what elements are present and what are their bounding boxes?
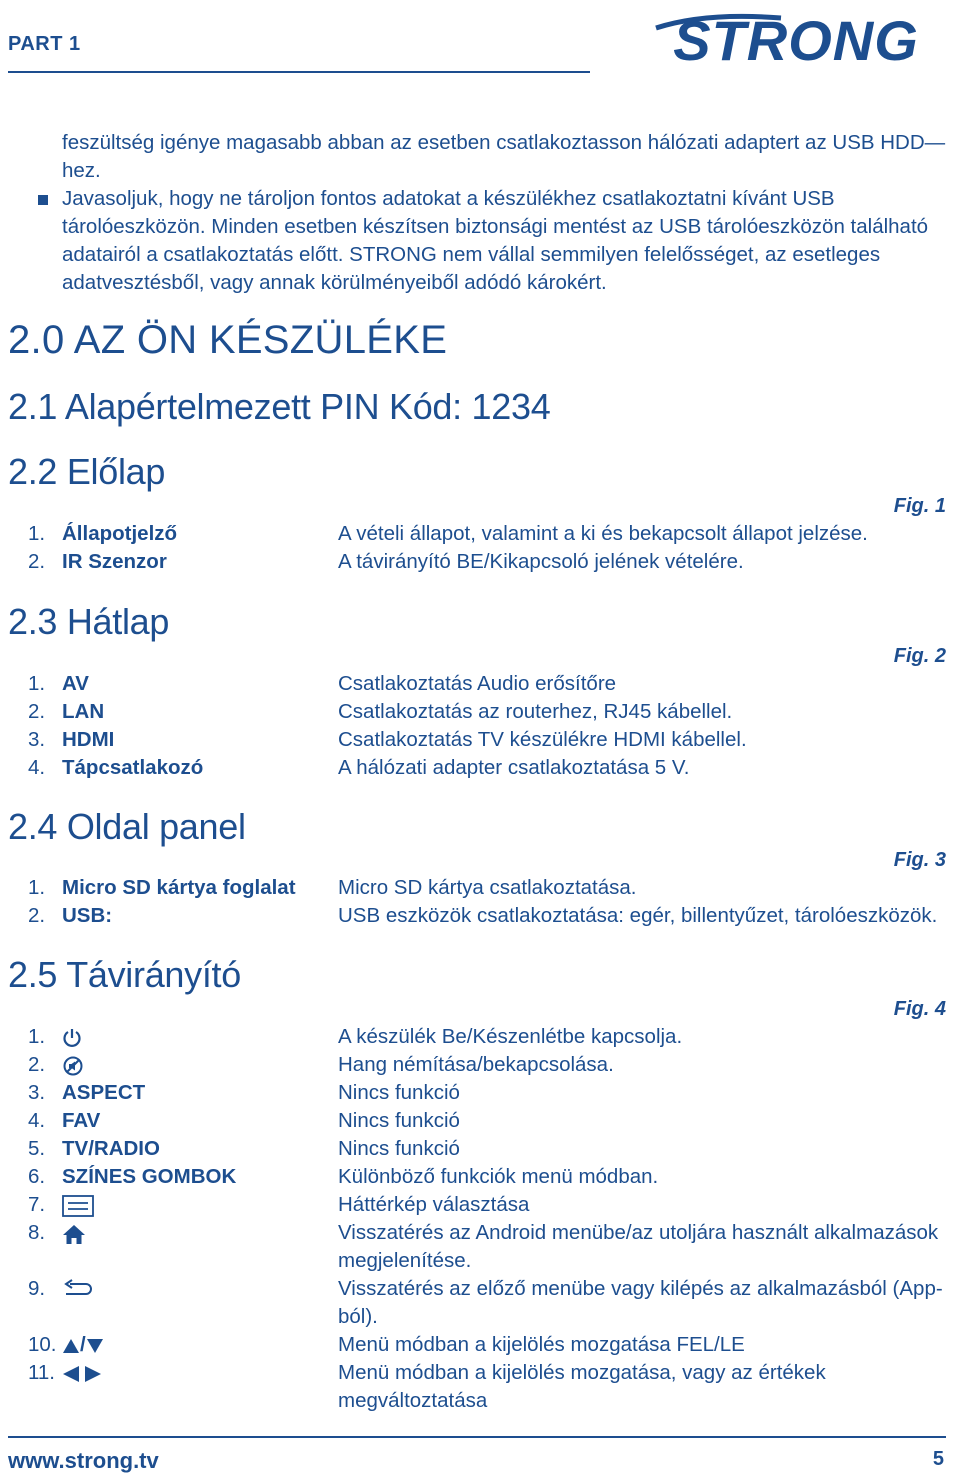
intro-bullet: Javasoljuk, hogy ne tároljon fontos adatokat a készülékhez csatlakoztatni kívánt USB tárolóeszközön. Minden esetben készítsen biztonsági mentést az USB tárolóeszközön található adatairól a csatlakoztatás előtt. STRONG nem vállal semmilyen felelősséget, az esetleges adatvesztésből, vagy annak körülményeiből adódó károkért. <box>62 187 929 294</box>
item-description: Háttérkép választása <box>338 1193 530 1216</box>
strong-logo <box>646 8 946 77</box>
item-description: Különböző funkciók menü módban. <box>338 1165 659 1188</box>
header-divider <box>8 71 590 73</box>
bullet-marker <box>38 195 48 205</box>
fig-1-label: Fig. 1 <box>893 495 946 517</box>
item-term <box>62 1051 84 1079</box>
list-item <box>0 548 960 576</box>
item-description: Nincs funkció <box>338 1137 460 1160</box>
item-number: 1. <box>28 1025 46 1048</box>
intro-continued: feszültség igénye magasabb abban az esetben csatlakoztasson hálózati adaptert az USB HDD—hez. <box>62 131 946 182</box>
item-description: Menü módban a kijelölés mozgatása, vagy az értékek megváltoztatása <box>338 1361 826 1412</box>
fig-2-label: Fig. 2 <box>893 645 946 667</box>
item-description: Csatlakoztatás Audio erősítőre <box>338 672 617 695</box>
footer-url[interactable]: www.strong.tv <box>8 1448 159 1473</box>
list-item <box>0 754 960 782</box>
item-term <box>62 1219 86 1247</box>
item-number: 2. <box>28 1053 46 1076</box>
item-term: HDMI <box>62 728 115 751</box>
list-item <box>0 1023 960 1051</box>
item-description: A távirányító BE/Kikapcsoló jelének vételére. <box>338 550 744 573</box>
item-term: SZÍNES GOMBOK <box>62 1165 237 1188</box>
list-item <box>0 1079 960 1107</box>
list-item <box>0 1163 960 1191</box>
list-item <box>0 1219 960 1275</box>
item-term: LAN <box>62 700 105 723</box>
down-arrow-icon <box>86 1338 104 1354</box>
pin-title: 2.1 Alapértelmezett PIN Kód: 1234 <box>8 386 551 427</box>
item-number: 1. <box>28 522 46 545</box>
item-term <box>62 1331 104 1359</box>
item-number: 8. <box>28 1221 46 1244</box>
item-term: TV/RADIO <box>62 1137 160 1160</box>
item-description: A vételi állapot, valamint a ki és bekapcsolt állapot jelzése. <box>338 522 868 545</box>
item-number: 3. <box>28 728 46 751</box>
item-description: Menü módban a kijelölés mozgatása FEL/LE <box>338 1333 745 1356</box>
item-number: 11. <box>28 1361 55 1384</box>
list-item <box>0 1331 960 1359</box>
list-item <box>0 1275 960 1331</box>
part-label: PART 1 <box>8 33 81 55</box>
footer-divider <box>8 1436 946 1438</box>
menu-icon <box>62 1195 94 1217</box>
list-item <box>0 1135 960 1163</box>
list-item <box>0 1191 960 1219</box>
back-title: 2.3 Hátlap <box>8 601 170 642</box>
item-number: 9. <box>28 1277 46 1300</box>
list-item <box>0 520 960 548</box>
item-number: 4. <box>28 1109 46 1132</box>
item-term: ASPECT <box>62 1081 146 1104</box>
list-item <box>0 1051 960 1079</box>
item-description: Nincs funkció <box>338 1081 460 1104</box>
item-term <box>62 1275 94 1303</box>
arrow-separator: / <box>80 1333 86 1356</box>
item-term: IR Szenzor <box>62 550 167 573</box>
home-icon <box>62 1223 86 1245</box>
item-number: 1. <box>28 876 46 899</box>
left-right-icon <box>62 1365 102 1383</box>
power-icon <box>62 1027 82 1049</box>
mute-icon <box>62 1055 84 1077</box>
remote-title: 2.5 Távirányító <box>8 954 241 995</box>
fig-4-label: Fig. 4 <box>893 998 946 1020</box>
item-description: A készülék Be/Készenlétbe kapcsolja. <box>338 1025 683 1048</box>
item-number: 3. <box>28 1081 46 1104</box>
item-term: Micro SD kártya foglalat <box>62 876 296 899</box>
item-description: USB eszközök csatlakoztatása: egér, billentyűzet, tárolóeszközök. <box>338 904 938 927</box>
side-title: 2.4 Oldal panel <box>8 806 246 847</box>
item-description: Hang némítása/bekapcsolása. <box>338 1053 614 1076</box>
item-term: FAV <box>62 1109 101 1132</box>
item-number: 1. <box>28 672 46 695</box>
page-number: 5 <box>932 1448 944 1470</box>
item-term <box>62 1023 82 1051</box>
item-number: 7. <box>28 1193 46 1216</box>
back-icon <box>62 1279 94 1301</box>
list-item <box>0 670 960 698</box>
item-number: 10. <box>28 1333 57 1356</box>
item-description: Micro SD kártya csatlakoztatása. <box>338 876 637 899</box>
list-item <box>0 874 960 902</box>
item-description: Csatlakoztatás TV készülékre HDMI kábellel. <box>338 728 747 751</box>
item-term: Állapotjelző <box>62 522 178 545</box>
item-description: Visszatérés az előző menübe vagy kilépés az alkalmazásból (App-ból). <box>338 1277 943 1328</box>
item-description: Csatlakoztatás az routerhez, RJ45 kábellel. <box>338 700 733 723</box>
item-number: 2. <box>28 700 46 723</box>
svg-text:STRONG: STRONG <box>673 9 919 72</box>
section-title: 2.0 AZ ÖN KÉSZÜLÉKE <box>8 318 448 362</box>
item-term <box>62 1191 94 1219</box>
list-item <box>0 1359 960 1415</box>
list-item <box>0 1107 960 1135</box>
item-number: 6. <box>28 1165 46 1188</box>
item-description: A hálózati adapter csatlakoztatása 5 V. <box>338 756 690 779</box>
item-number: 2. <box>28 550 46 573</box>
item-number: 4. <box>28 756 46 779</box>
up-arrow-icon <box>62 1338 80 1354</box>
list-item <box>0 726 960 754</box>
list-item <box>0 902 960 930</box>
intro-text <box>62 129 947 297</box>
front-title: 2.2 Előlap <box>8 451 166 492</box>
list-item <box>0 698 960 726</box>
item-term <box>62 1359 102 1387</box>
fig-3-label: Fig. 3 <box>893 849 946 871</box>
item-term: Tápcsatlakozó <box>62 756 204 779</box>
item-number: 5. <box>28 1137 46 1160</box>
item-number: 2. <box>28 904 46 927</box>
item-description: Visszatérés az Android menübe/az utoljára használt alkalmazások megjelenítése. <box>338 1221 939 1272</box>
item-description: Nincs funkció <box>338 1109 460 1132</box>
item-term: AV <box>62 672 89 695</box>
item-term: USB: <box>62 904 113 927</box>
